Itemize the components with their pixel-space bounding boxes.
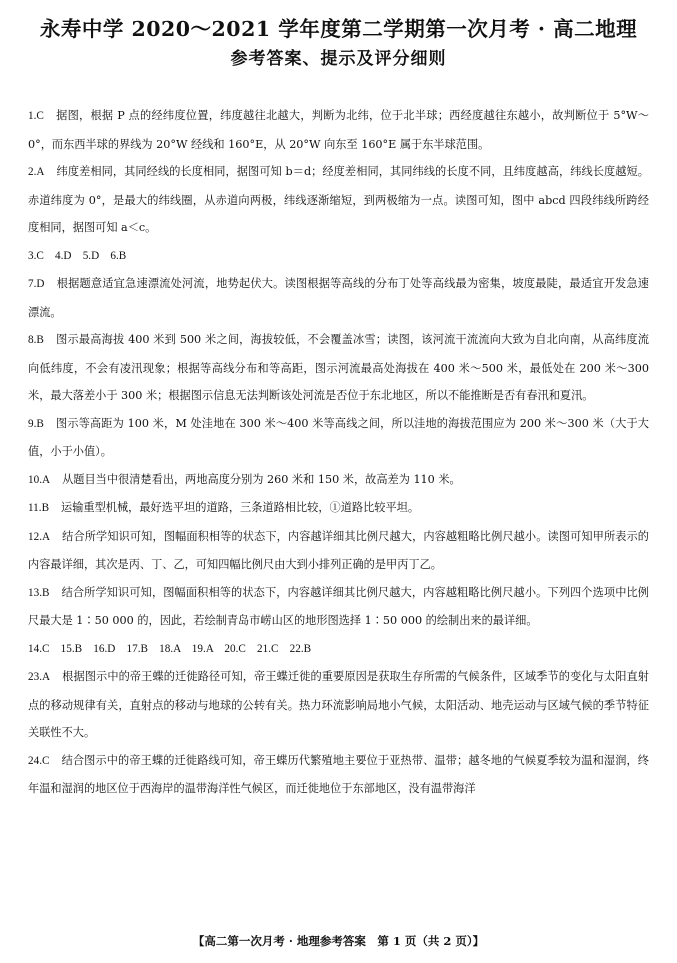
item-answer-group: 3.C 4.D 5.D 6.B (28, 249, 127, 262)
answer-item-11 (28, 494, 649, 523)
item-explanation: 运输重型机械，最好选平坦的道路，三条道路相比较，①道路比较平坦。 (61, 501, 420, 514)
answer-item-2 (28, 158, 649, 242)
item-answer: C (41, 754, 50, 767)
item-number: 2. (28, 166, 37, 178)
answer-item-23 (28, 663, 649, 747)
item-answer: B (41, 586, 50, 599)
page-footer: 【高二第一次月考 · 地理参考答案 第 1 页（共 2 页）】 (192, 934, 485, 948)
item-number: 10. (28, 473, 42, 486)
answer-item-24 (28, 747, 649, 803)
item-answer: A (41, 473, 51, 486)
item-explanation: 结合图示中的帝王蝶的迁徙路线可知，帝王蝶历代繁殖地主要位于亚热带、温带；越冬地的气候夏季较为温和湿润，终年温和湿润的地区位于西海岸的温带海洋性气候区，而迁徙地位于东部地区，没有温带海洋 (28, 753, 649, 795)
item-explanation: 结合所学知识可知，图幅面积相等的状态下，内容越详细其比例尺越大，内容越粗略比例尺越小。下列四个选项中比例尺最大是 1∶50 000 的，因此，若绘制青岛市崂山区的地形图选择 1∶50 000 的绘制出来的最详细。 (28, 585, 649, 627)
item-answer-group: 14.C 15.B 16.D 17.B 18.A 19.A 20.C 21.C 22.B (28, 642, 312, 655)
item-answer: D (36, 278, 45, 290)
item-explanation: 结合所学知识可知，图幅面积相等的状态下，内容越详细其比例尺越大，内容越粗略比例尺越小。读图可知甲所表示的内容最详细，其次是丙、丁、乙，可知四幅比例尺由大到小排列正确的是甲丙丁乙。 (28, 529, 649, 571)
answer-item-8 (28, 326, 649, 410)
answer-item-12 (28, 523, 649, 579)
item-explanation: 图示等高距为 100 米，M 处洼地在 300 米～400 米等高线之间，所以洼地的海拔范围应为 200 米～300 米（大于大值，小于小值）。 (28, 416, 649, 458)
item-number: 7. (28, 278, 37, 290)
answer-item-1 (28, 102, 649, 158)
item-answer: B (41, 502, 50, 514)
answer-item-7 (28, 270, 649, 326)
page-title: 永寿中学 2020～2021 学年度第二学期第一次月考 · 高二地理 (39, 17, 638, 41)
item-number: 11. (28, 502, 42, 514)
page-subtitle: 参考答案、提示及评分细则 (230, 49, 447, 69)
item-explanation: 据图，根据 P 点的经纬度位置，纬度越往北越大，判断为北纬，位于北半球；西经度越往东越小，故判断位于 5°W～0°，而东西半球的界线为 20°W 经线和 160°E，从 20°W 向东至 160°E 属于东半球范围。 (28, 109, 649, 151)
item-answer: C (36, 110, 44, 122)
item-answer: B (36, 417, 44, 430)
item-number: 9. (28, 417, 37, 430)
answer-item-14-22 (28, 635, 649, 664)
item-explanation: 图示最高海拔 400 米到 500 米之间，海拔较低，不会覆盖冰雪；读图，该河流干流流向大致为自北向南，从高纬度流向低纬度，不会有凌汛现象；根据等高线分布和等高距，图示河流最高处海拔在 400 米～500 米，最低处在 200 米～300 米，最大落差小于 300 米；根据图示信息无法判断该处河流是否位于东北地区，所以不能推断是否有春汛和夏汛。 (28, 333, 649, 402)
item-number: 12. (28, 530, 42, 543)
answer-item-9 (28, 410, 649, 466)
item-number: 8. (28, 334, 37, 346)
item-answer: A (41, 671, 51, 683)
item-number: 24. (28, 754, 42, 767)
answer-item-10 (28, 466, 649, 495)
item-answer: A (36, 166, 45, 178)
item-explanation: 从题目当中很清楚看出，两地高度分别为 260 米和 150 米，故高差为 110 米。 (62, 472, 461, 486)
item-answer: A (41, 530, 51, 543)
answer-item-13 (28, 579, 649, 635)
item-number: 13. (28, 586, 42, 599)
answer-item-3-6 (28, 242, 649, 271)
item-number: 1. (28, 110, 37, 122)
item-explanation: 根据图示中的帝王蝶的迁徙路径可知，帝王蝶迁徙的重要原因是获取生存所需的气候条件，区域季节的变化与太阳直射点的移动规律有关，直射点的移动与地球的公转有关。热力环流影响局地小气候，太阳活动、地壳运动与区域气候的季节特征关联性不大。 (28, 670, 649, 739)
item-explanation: 纬度差相同，其同经线的长度相同，据图可知 b＝d；经度差相同，其同纬线的长度不同，且纬度越高，纬线长度越短。赤道纬度为 0°，是最大的纬线圈，从赤道向两极，纬线逐渐缩短，到两极缩为一点。读图可知，图中 abcd 四段纬线所跨经度相同，据图可知 a＜c。 (28, 165, 649, 234)
answer-list (28, 102, 649, 803)
item-answer: B (36, 334, 44, 346)
item-number: 23. (28, 671, 42, 683)
item-explanation: 根据题意适宜急速漂流处河流，地势起伏大。读图根据等高线的分布丁处等高线最为密集，坡度最陡，最适宜开发急速漂流。 (28, 277, 649, 319)
